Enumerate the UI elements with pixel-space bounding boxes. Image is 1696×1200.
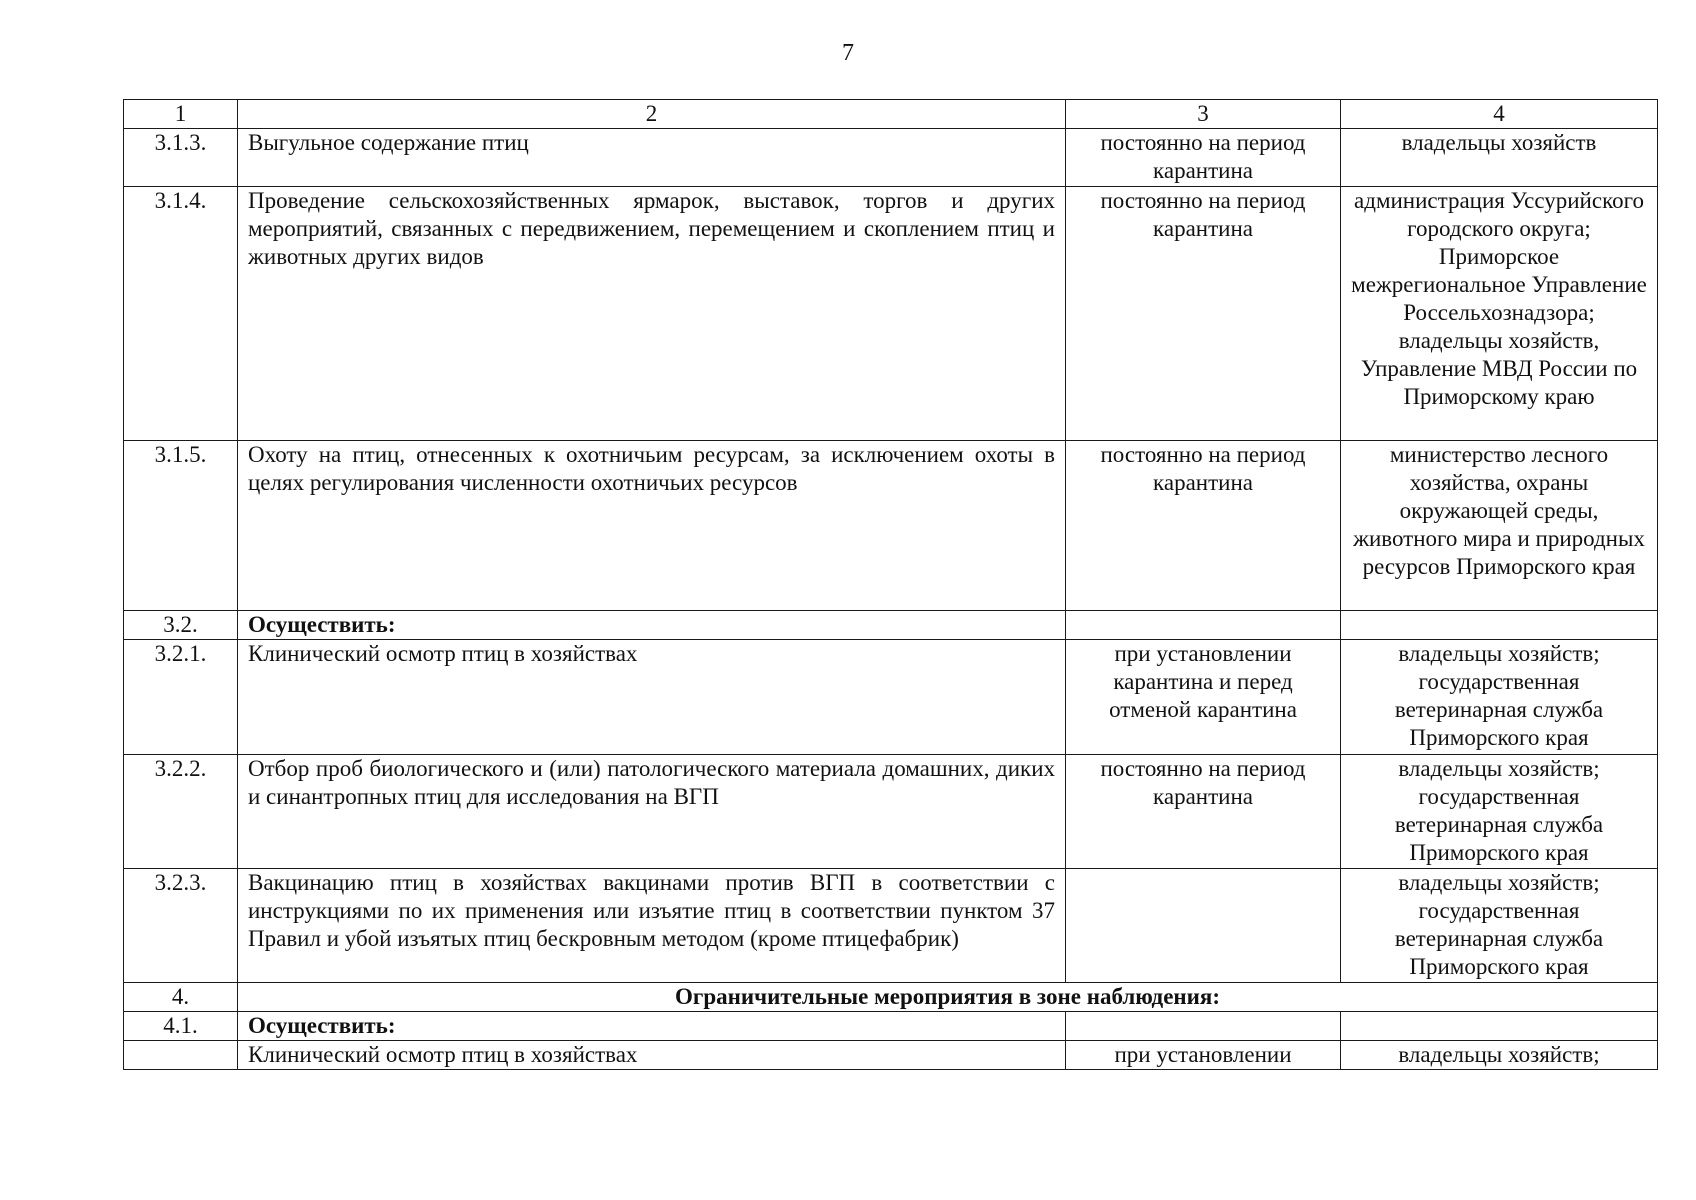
item-description: Осуществить: — [238, 611, 1066, 640]
column-header-2: 2 — [238, 100, 1066, 129]
item-number: 3.2.2. — [124, 755, 238, 869]
table-row-3-2-1 — [124, 640, 1658, 755]
item-responsible: владельцы хозяйств; государственная ветеринарная служба Приморского края — [1341, 869, 1658, 983]
item-number: 3.1.5. — [124, 441, 238, 611]
table-row-3-2-3 — [124, 869, 1658, 983]
item-responsible: владельцы хозяйств — [1341, 129, 1658, 187]
item-responsible: владельцы хозяйств; государственная ветеринарная служба Приморского края — [1341, 755, 1658, 869]
table-row-3-2-2 — [124, 755, 1658, 869]
table-row-4-1 — [124, 1012, 1658, 1041]
item-description: Клинический осмотр птиц в хозяйствах — [238, 1041, 1066, 1070]
table-row-3-1-4 — [124, 187, 1658, 441]
item-period: постоянно на период карантина — [1066, 755, 1341, 869]
item-number: 4. — [124, 983, 238, 1012]
item-responsible — [1341, 611, 1658, 640]
measures-table — [123, 99, 1658, 1070]
item-number — [124, 1041, 238, 1070]
item-period — [1066, 1012, 1341, 1041]
table-row-4-section — [124, 983, 1658, 1012]
item-number: 3.2. — [124, 611, 238, 640]
item-period: при установлении — [1066, 1041, 1341, 1070]
item-period — [1066, 611, 1341, 640]
item-period: при установлении карантина и перед отменой карантина — [1066, 640, 1341, 755]
item-period: постоянно на период карантина — [1066, 187, 1341, 441]
item-responsible: министерство лесного хозяйства, охраны окружающей среды, животного мира и природных ресурсов Приморского края — [1341, 441, 1658, 611]
item-description: Выгульное содержание птиц — [238, 129, 1066, 187]
item-description: Проведение сельскохозяйственных ярмарок, выставок, торгов и других мероприятий, связанных с передвижением, перемещением и скоплением птиц и животных других видов — [238, 187, 1066, 441]
item-description: Вакцинацию птиц в хозяйствах вакцинами против ВГП в соответствии с инструкциями по их применения или изъятие птиц в соответствии пунктом 37 Правил и убой изъятых птиц бескровным методом (кроме птицефабрик) — [238, 869, 1066, 983]
column-header-1: 1 — [124, 100, 238, 129]
table-row-4-1-1-partial — [124, 1041, 1658, 1070]
item-responsible — [1341, 1012, 1658, 1041]
item-description: Клинический осмотр птиц в хозяйствах — [238, 640, 1066, 755]
item-period: постоянно на период карантина — [1066, 129, 1341, 187]
item-responsible: администрация Уссурийского городского округа; Приморское межрегиональное Управление Россельхознадзора; владельцы хозяйств, Управление МВД России по Приморскому краю — [1341, 187, 1658, 441]
column-header-3: 3 — [1066, 100, 1341, 129]
item-description: Отбор проб биологического и (или) патологического материала домашних, диких и синантропных птиц для исследования на ВГП — [238, 755, 1066, 869]
table-row-3-1-5 — [124, 441, 1658, 611]
table-row-3-1-3 — [124, 129, 1658, 187]
section-title: Ограничительные мероприятия в зоне наблюдения: — [238, 983, 1658, 1012]
item-number: 3.1.3. — [124, 129, 238, 187]
table-header-row — [124, 100, 1658, 129]
column-header-4: 4 — [1341, 100, 1658, 129]
item-description: Осуществить: — [238, 1012, 1066, 1041]
item-responsible: владельцы хозяйств; — [1341, 1041, 1658, 1070]
item-number: 4.1. — [124, 1012, 238, 1041]
page-number: 7 — [842, 40, 854, 66]
item-number: 3.1.4. — [124, 187, 238, 441]
table-row-3-2 — [124, 611, 1658, 640]
item-description: Охоту на птиц, отнесенных к охотничьим ресурсам, за исключением охоты в целях регулирования численности охотничьих ресурсов — [238, 441, 1066, 611]
item-number: 3.2.1. — [124, 640, 238, 755]
item-number: 3.2.3. — [124, 869, 238, 983]
item-period: постоянно на период карантина — [1066, 441, 1341, 611]
item-period — [1066, 869, 1341, 983]
item-responsible: владельцы хозяйств; государственная ветеринарная служба Приморского края — [1341, 640, 1658, 755]
